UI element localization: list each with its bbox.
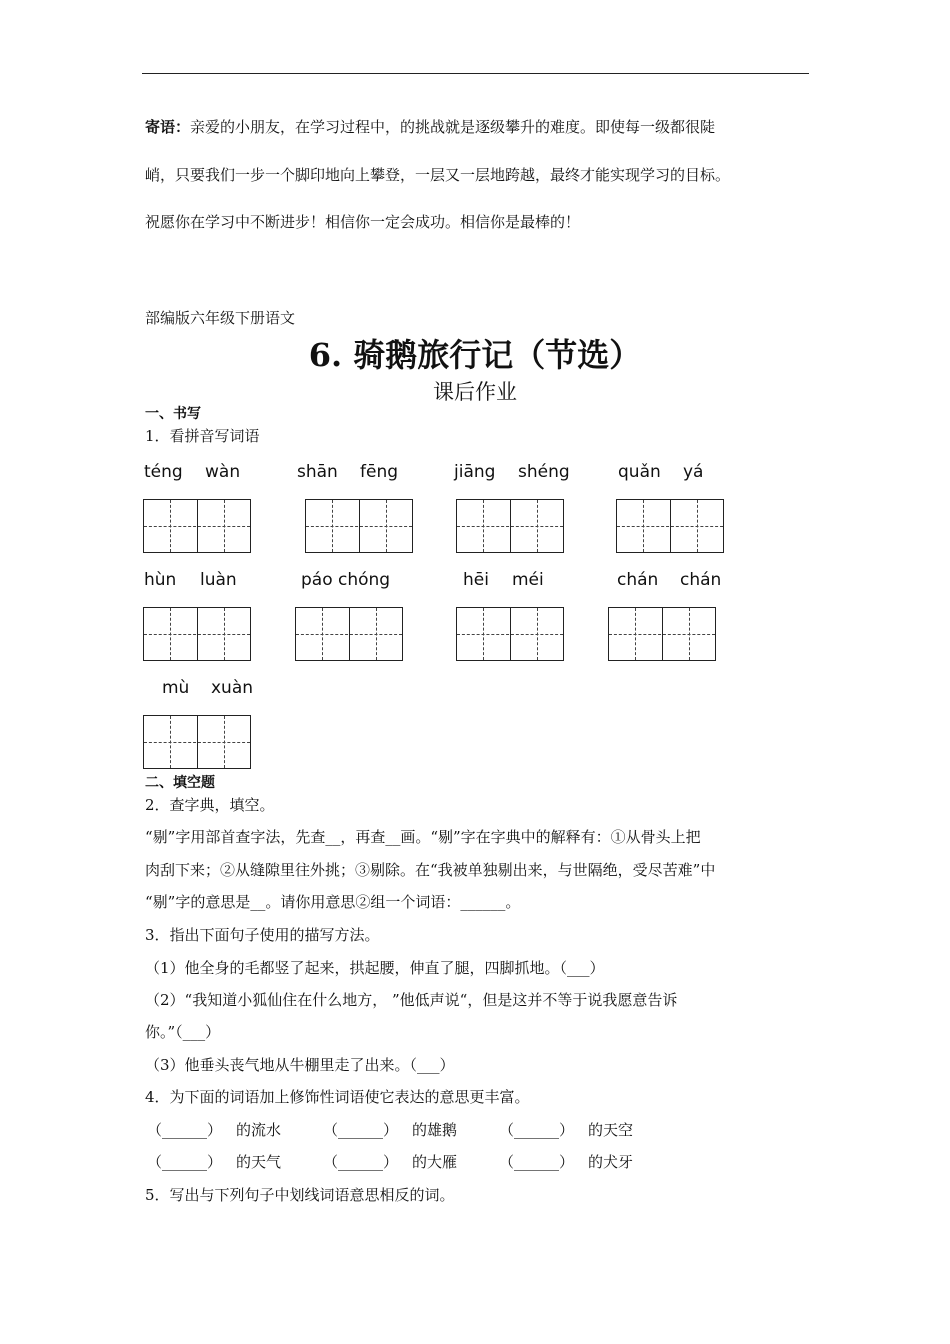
- answer-blank[interactable]: （______）: [323, 1153, 399, 1171]
- pinyin: méi: [512, 570, 544, 590]
- message-label: 寄语：: [145, 118, 191, 136]
- pinyin: hùn: [144, 570, 177, 590]
- answer-blank[interactable]: （______）: [499, 1121, 575, 1139]
- pinyin: páo chóng: [301, 570, 391, 590]
- pinyin: chán: [680, 570, 722, 590]
- phrase: 的犬牙: [588, 1153, 634, 1171]
- question-2-text: 肉刮下来；②从缝隙里往外挑；③剔除。在“我被单独剔出来，与世隔绝，受尽苦难”中: [145, 861, 716, 879]
- writing-grid[interactable]: [616, 499, 724, 553]
- message-line-3: 祝愿你在学习中不断进步！相信你一定会成功。相信你是最棒的！: [145, 213, 581, 231]
- phrase: 的流水: [236, 1121, 282, 1139]
- pinyin: luàn: [200, 570, 237, 590]
- question-2: 2．查字典，填空。: [145, 796, 275, 814]
- writing-grid[interactable]: [456, 607, 564, 661]
- answer-blank[interactable]: （______）: [323, 1121, 399, 1139]
- writing-grid[interactable]: [608, 607, 716, 661]
- pinyin: wàn: [205, 462, 241, 482]
- question-3-item: 你。”（___）: [145, 1023, 221, 1041]
- phrase: 的雄鹅: [412, 1121, 458, 1139]
- question-3-item: （2）“我知道小狐仙住在什么地方， ”他低声说“，但是这并不等于说我愿意告诉: [145, 991, 678, 1009]
- writing-grid[interactable]: [143, 715, 251, 769]
- message-text-1: 亲爱的小朋友，在学习过程中，的挑战就是逐级攀升的难度。即使每一级都很陡: [190, 118, 716, 136]
- edition-label: 部编版六年级下册语文: [145, 309, 296, 327]
- pinyin: hēi: [463, 570, 489, 590]
- top-divider: [142, 73, 809, 74]
- page-subtitle: 课后作业: [433, 380, 517, 404]
- page-title: 6. 骑鹅旅行记（节选）: [308, 336, 642, 374]
- question-3-item: （3）他垂头丧气地从牛棚里走了出来。（___）: [145, 1056, 455, 1074]
- message-line-2: 峭，只要我们一步一个脚印地向上攀登，一层又一层地跨越，最终才能实现学习的目标。: [145, 166, 731, 184]
- pinyin: téng: [144, 462, 183, 482]
- question-2-text: “剔”字的意思是__。请你用意思②组一个词语：______。: [145, 893, 521, 911]
- writing-grid[interactable]: [305, 499, 413, 553]
- pinyin: fēng: [360, 462, 399, 482]
- answer-blank[interactable]: （______）: [147, 1153, 223, 1171]
- answer-blank[interactable]: （______）: [499, 1153, 575, 1171]
- message-line-1: [145, 116, 715, 137]
- section1-heading: 一、书写: [145, 406, 201, 422]
- phrase: 的天气: [236, 1153, 282, 1171]
- pinyin: yá: [683, 462, 704, 482]
- writing-grid[interactable]: [295, 607, 403, 661]
- pinyin: mù: [162, 678, 190, 698]
- pinyin: quǎn: [618, 462, 661, 482]
- pinyin: chán: [617, 570, 659, 590]
- phrase: 的大雁: [412, 1153, 458, 1171]
- writing-grid[interactable]: [456, 499, 564, 553]
- question-2-text: “剔”字用部首查字法，先查__，再查__画。“剔”字在字典中的解释有：①从骨头上把: [145, 828, 701, 846]
- pinyin: xuàn: [211, 678, 254, 698]
- pinyin: jiāng: [454, 462, 496, 482]
- writing-grid[interactable]: [143, 499, 251, 553]
- pinyin: shéng: [518, 462, 570, 482]
- pinyin: shān: [297, 462, 338, 482]
- question-3-item: （1）他全身的毛都竖了起来，拱起腰，伸直了腿，四脚抓地。（___）: [145, 959, 605, 977]
- question-3: 3．指出下面句子使用的描写方法。: [145, 926, 380, 944]
- question-4: 4．为下面的词语加上修饰性词语使它表达的意思更丰富。: [145, 1088, 530, 1106]
- answer-blank[interactable]: （______）: [147, 1121, 223, 1139]
- writing-grid[interactable]: [143, 607, 251, 661]
- question-5: 5．写出与下列句子中划线词语意思相反的词。: [145, 1186, 455, 1204]
- question-1: 1．看拼音写词语: [145, 427, 260, 445]
- phrase: 的天空: [588, 1121, 634, 1139]
- section2-heading: 二、填空题: [145, 775, 215, 791]
